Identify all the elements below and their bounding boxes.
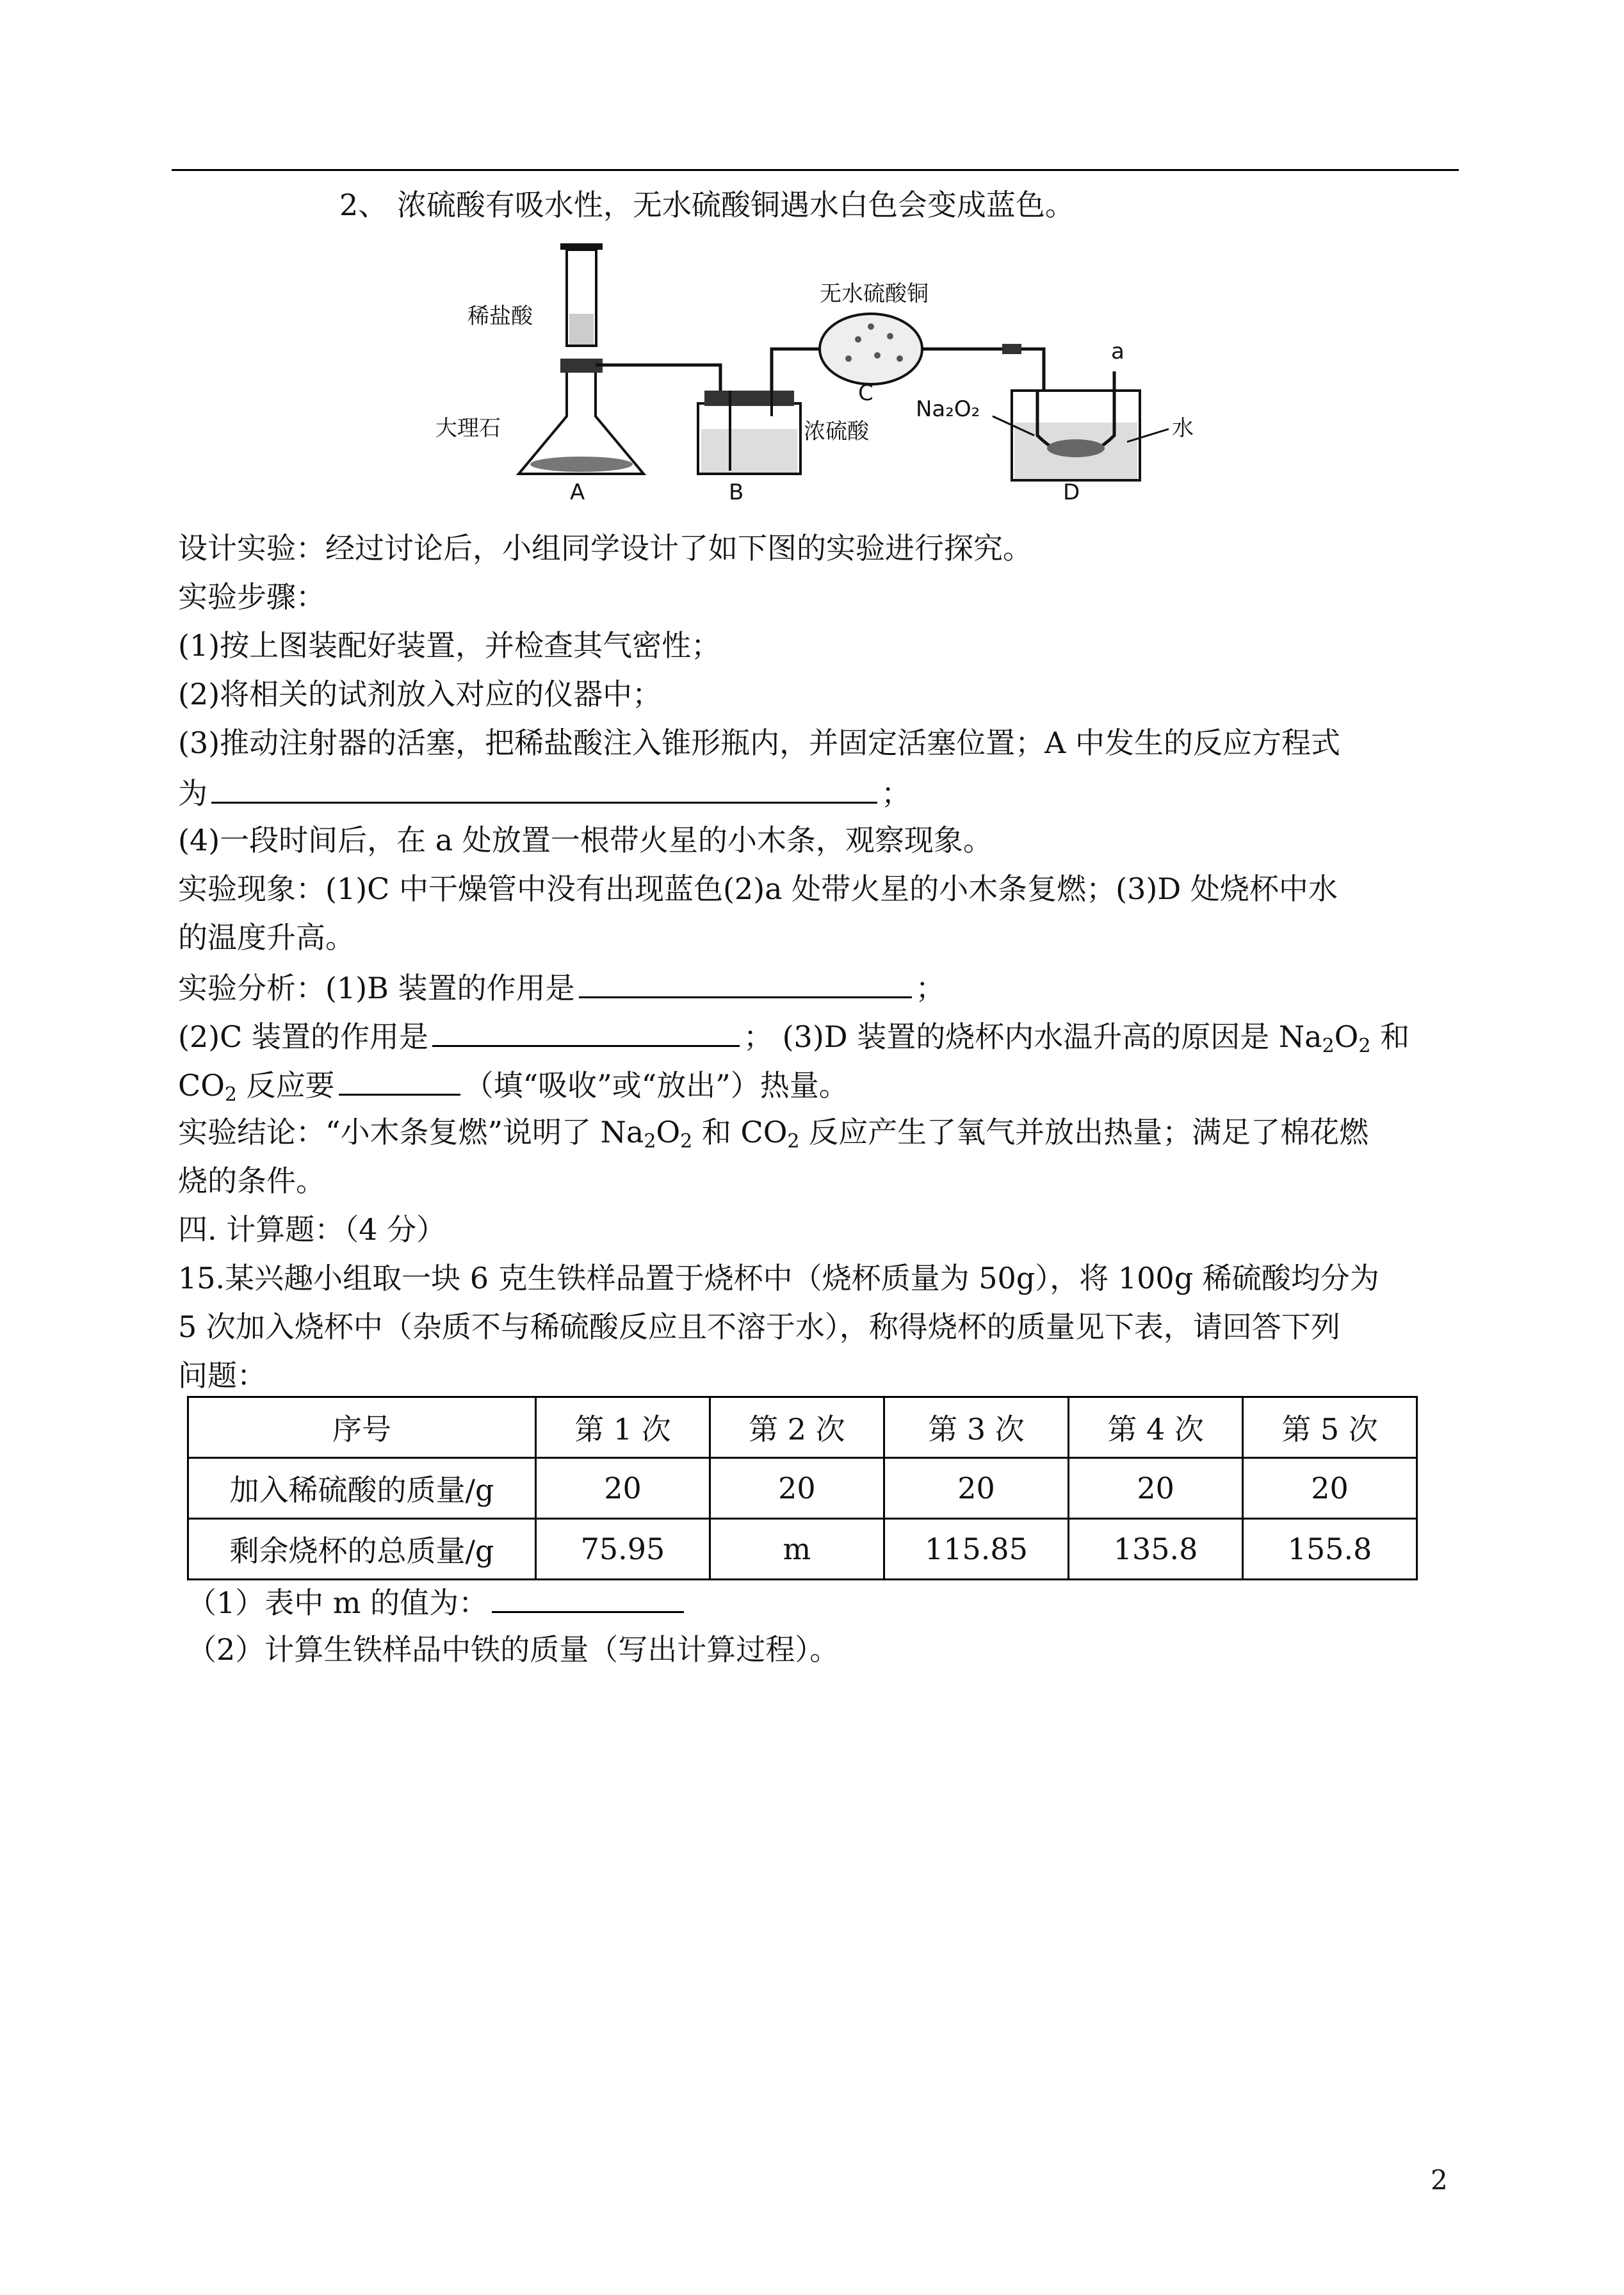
table-cell: 20 <box>710 1458 884 1519</box>
analysis-2-o: O <box>1334 1019 1359 1054</box>
phenomena-line1: 实验现象：(1)C 中干燥管中没有出现蓝色(2)a 处带火星的小木条复燃；(3)D 处烧杯中水 <box>178 872 1338 906</box>
b-function-blank[interactable] <box>579 967 912 998</box>
conc-acid-liquid <box>701 429 797 473</box>
table-cell: 135.8 <box>1069 1519 1243 1580</box>
design-text: 设计实验：经过讨论后，小组同学设计了如下图的实验进行探究。 <box>178 531 1032 565</box>
step-3-prefix: 为 <box>178 776 207 811</box>
table-header-row <box>188 1397 1417 1458</box>
subscript-2: 2 <box>787 1130 800 1153</box>
step-3-line2 <box>178 772 911 813</box>
analysis-1-end: ； <box>915 971 945 1005</box>
subscript-2: 2 <box>224 1083 238 1106</box>
step-4: (4)一段时间后，在 a 处放置一根带火星的小木条，观察现象。 <box>178 823 993 857</box>
analysis-line3 <box>178 1064 849 1105</box>
section-4-title: 四. 计算题：（4 分） <box>178 1212 446 1247</box>
conclusion-part4: 反应产生了氧气并放出热量；满足了棉花燃 <box>799 1115 1369 1149</box>
label-D: D <box>1063 480 1080 505</box>
table-cell: 20 <box>884 1458 1068 1519</box>
heat-blank[interactable] <box>339 1064 460 1096</box>
label-water: 水 <box>1172 416 1194 441</box>
na2o2-sample <box>1047 439 1105 457</box>
sub-question-1 <box>187 1582 688 1622</box>
phenomena-line2: 的温度升高。 <box>178 920 355 955</box>
table-header-cell: 第 2 次 <box>710 1397 884 1458</box>
label-A: A <box>570 480 585 505</box>
subscript-2: 2 <box>1358 1035 1371 1057</box>
q15-line3: 问题： <box>178 1358 266 1393</box>
table-row <box>188 1458 1417 1519</box>
intro-note: 2、 浓硫酸有吸水性，无水硫酸铜遇水白色会变成蓝色。 <box>339 188 1075 222</box>
table-row <box>188 1519 1417 1580</box>
sub-question-1-text: （1）表中 m 的值为： <box>187 1585 489 1620</box>
subscript-2: 2 <box>644 1130 656 1153</box>
step-3-line1: (3)推动注射器的活塞，把稀盐酸注入锥形瓶内，并固定活塞位置；A 中发生的反应方程式 <box>178 726 1341 760</box>
analysis-line1 <box>178 967 945 1007</box>
table-cell: m <box>710 1519 884 1580</box>
label-anhydrous-cuso4: 无水硫酸铜 <box>820 281 929 307</box>
table-header-cell: 第 3 次 <box>884 1397 1068 1458</box>
data-table <box>187 1396 1418 1580</box>
analysis-2-and: 和 <box>1370 1019 1410 1054</box>
syringe-liquid <box>569 314 594 345</box>
steps-title: 实验步骤： <box>178 580 325 614</box>
step-2: (2)将相关的试剂放入对应的仪器中； <box>178 677 662 711</box>
c-function-blank[interactable] <box>432 1016 740 1047</box>
analysis-2-text: (2)C 装置的作用是 <box>178 1019 428 1054</box>
conclusion-line1 <box>178 1113 1368 1151</box>
q15-line2: 5 次加入烧杯中（杂质不与稀硫酸反应且不溶于水），称得烧杯的质量见下表，请回答下列 <box>178 1310 1340 1344</box>
table-header-cell: 第 4 次 <box>1069 1397 1243 1458</box>
apparatus-diagram <box>423 243 1242 506</box>
table-header-cell: 第 5 次 <box>1243 1397 1417 1458</box>
analysis-3-react: 反应要 <box>237 1068 335 1103</box>
sub-question-2: （2）计算生铁样品中铁的质量（写出计算过程）。 <box>187 1632 840 1667</box>
conclusion-part2: O <box>656 1115 681 1149</box>
label-C: C <box>858 380 873 406</box>
header-rule <box>172 169 1459 171</box>
label-na2o2: Na₂O₂ <box>916 396 980 422</box>
analysis-line2 <box>178 1016 1409 1056</box>
table-cell: 75.95 <box>536 1519 710 1580</box>
conclusion-part3: 和 CO <box>692 1115 788 1149</box>
bottle-b-stopper <box>704 391 794 406</box>
table-cell: 20 <box>1069 1458 1243 1519</box>
q15-line1: 15.某兴趣小组取一块 6 克生铁样品置于烧杯中（烧杯质量为 50g），将 100g 稀硫酸均分为 <box>178 1261 1379 1295</box>
m-value-blank[interactable] <box>492 1582 684 1613</box>
step-3-end: ； <box>881 776 911 811</box>
table-cell: 115.85 <box>884 1519 1068 1580</box>
conclusion-part1: 实验结论：“小木条复燃”说明了 Na <box>178 1115 644 1149</box>
table-cell: 155.8 <box>1243 1519 1417 1580</box>
apparatus-figure <box>423 243 1242 506</box>
conclusion-line2: 烧的条件。 <box>178 1164 325 1198</box>
subscript-2: 2 <box>680 1130 693 1153</box>
subscript-2: 2 <box>1322 1035 1335 1057</box>
table-cell: 剩余烧杯的总质量/g <box>188 1519 536 1580</box>
analysis-3-text: ； (3)D 装置的烧杯内水温升高的原因是 Na <box>743 1019 1322 1054</box>
marble-pieces <box>530 457 633 472</box>
label-B: B <box>729 480 744 505</box>
label-dilute-hcl: 稀盐酸 <box>467 304 533 329</box>
table-cell: 20 <box>536 1458 710 1519</box>
table-header-cell: 序号 <box>188 1397 536 1458</box>
label-conc-h2so4: 浓硫酸 <box>804 419 869 444</box>
table-header-cell: 第 1 次 <box>536 1397 710 1458</box>
table-cell: 加入稀硫酸的质量/g <box>188 1458 536 1519</box>
page-number: 2 <box>1431 2164 1448 2196</box>
table-cell: 20 <box>1243 1458 1417 1519</box>
analysis-3-fill: （填“吸收”或“放出”）热量。 <box>464 1068 849 1103</box>
equation-blank[interactable] <box>211 772 877 804</box>
step-1: (1)按上图装配好装置，并检查其气密性； <box>178 628 721 663</box>
label-marble: 大理石 <box>435 416 501 441</box>
label-point-a: a <box>1111 339 1125 364</box>
co2-text: CO <box>178 1068 225 1103</box>
analysis-1-text: 实验分析：(1)B 装置的作用是 <box>178 971 575 1005</box>
